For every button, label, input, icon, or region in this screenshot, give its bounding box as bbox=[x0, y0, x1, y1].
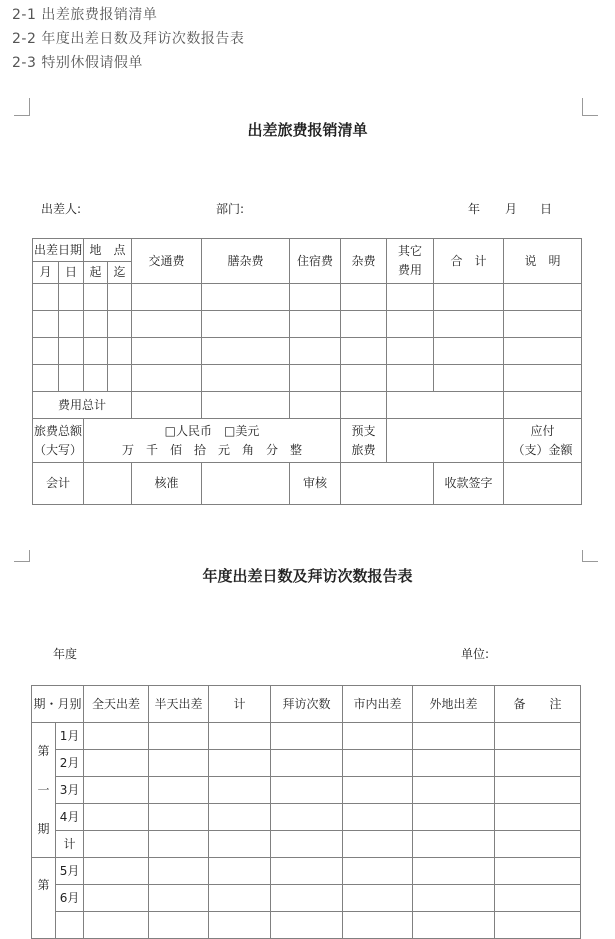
month-label: 5月 bbox=[56, 858, 84, 885]
payable-label: 应付 （支）金额 bbox=[504, 419, 582, 463]
table-row bbox=[33, 365, 582, 392]
header-total: 合 计 bbox=[434, 239, 504, 284]
traveler-label: 出差人: bbox=[41, 202, 82, 216]
period-1-label: 第 一 期 bbox=[32, 723, 56, 858]
page-corner-mark bbox=[14, 98, 30, 116]
month-label: 月 bbox=[505, 202, 518, 216]
month-label: 1月 bbox=[56, 723, 84, 750]
year-label: 年 bbox=[468, 202, 481, 216]
receipt-sign-label: 收款签字 bbox=[434, 463, 504, 505]
signature-row bbox=[33, 463, 582, 505]
header-lodging: 住宿费 bbox=[290, 239, 341, 284]
amount-words[interactable]: □人民币 □美元 万 千 佰 拾 元 角 分 整 bbox=[84, 419, 341, 463]
table-row bbox=[33, 284, 582, 311]
toc-link-2-3[interactable]: 2-3 特别休假请假单 bbox=[12, 55, 143, 71]
page-corner-mark bbox=[14, 550, 30, 562]
subtotal-label: 计 bbox=[56, 831, 84, 858]
advance-label: 预支 旅费 bbox=[341, 419, 387, 463]
page-corner-mark bbox=[582, 550, 598, 562]
table-row bbox=[32, 912, 581, 939]
year-label: 年度 bbox=[53, 647, 78, 661]
table-row bbox=[32, 885, 581, 912]
header-misc: 杂费 bbox=[341, 239, 387, 284]
header-remarks: 备 注 bbox=[495, 686, 581, 723]
audit-label: 审核 bbox=[290, 463, 341, 505]
month-label: 3月 bbox=[56, 777, 84, 804]
accountant-label: 会计 bbox=[33, 463, 84, 505]
header-subtotal: 计 bbox=[209, 686, 271, 723]
header-date: 出差日期 bbox=[33, 239, 84, 262]
header-to: 迄 bbox=[108, 262, 132, 284]
header-half-day: 半天出差 bbox=[149, 686, 209, 723]
amount-row bbox=[33, 419, 582, 463]
month-label: 2月 bbox=[56, 750, 84, 777]
header-visits: 拜访次数 bbox=[271, 686, 343, 723]
header-full-day: 全天出差 bbox=[84, 686, 149, 723]
unit-label: 单位: bbox=[461, 647, 490, 661]
header-period-month: 期・月别 bbox=[32, 686, 84, 723]
header-month: 月 bbox=[33, 262, 59, 284]
dept-label: 部门: bbox=[216, 202, 245, 216]
expense-table bbox=[32, 238, 582, 505]
page-corner-mark bbox=[582, 98, 598, 116]
table-row bbox=[32, 723, 581, 750]
report-table bbox=[31, 685, 581, 939]
header-place: 地 点 bbox=[84, 239, 132, 262]
table-row bbox=[33, 311, 582, 338]
table-row bbox=[32, 777, 581, 804]
table-row bbox=[33, 338, 582, 365]
header-meals: 膳杂费 bbox=[202, 239, 290, 284]
toc-link-2-2[interactable]: 2-2 年度出差日数及拜访次数报告表 bbox=[12, 31, 245, 47]
header-from: 起 bbox=[84, 262, 108, 284]
form1-title: 出差旅费报销清单 bbox=[247, 121, 368, 139]
table-row bbox=[32, 804, 581, 831]
header-day: 日 bbox=[59, 262, 84, 284]
amount-label: 旅费总额 （大写） bbox=[33, 419, 84, 463]
day-label: 日 bbox=[540, 202, 553, 216]
period-2-label: 第 bbox=[32, 858, 56, 939]
table-row bbox=[32, 858, 581, 885]
month-label: 4月 bbox=[56, 804, 84, 831]
header-other: 其它 费用 bbox=[387, 239, 434, 284]
table-row bbox=[32, 831, 581, 858]
sum-label: 费用总计 bbox=[33, 392, 132, 419]
approve-label: 核准 bbox=[132, 463, 202, 505]
toc-link-2-1[interactable]: 2-1 出差旅费报销清单 bbox=[12, 7, 158, 23]
header-local: 市内出差 bbox=[343, 686, 413, 723]
header-out-of-town: 外地出差 bbox=[413, 686, 495, 723]
header-transport: 交通费 bbox=[132, 239, 202, 284]
form2-title: 年度出差日数及拜访次数报告表 bbox=[202, 567, 413, 585]
header-note: 说 明 bbox=[504, 239, 582, 284]
sum-row bbox=[33, 392, 582, 419]
month-label: 6月 bbox=[56, 885, 84, 912]
table-row bbox=[32, 750, 581, 777]
